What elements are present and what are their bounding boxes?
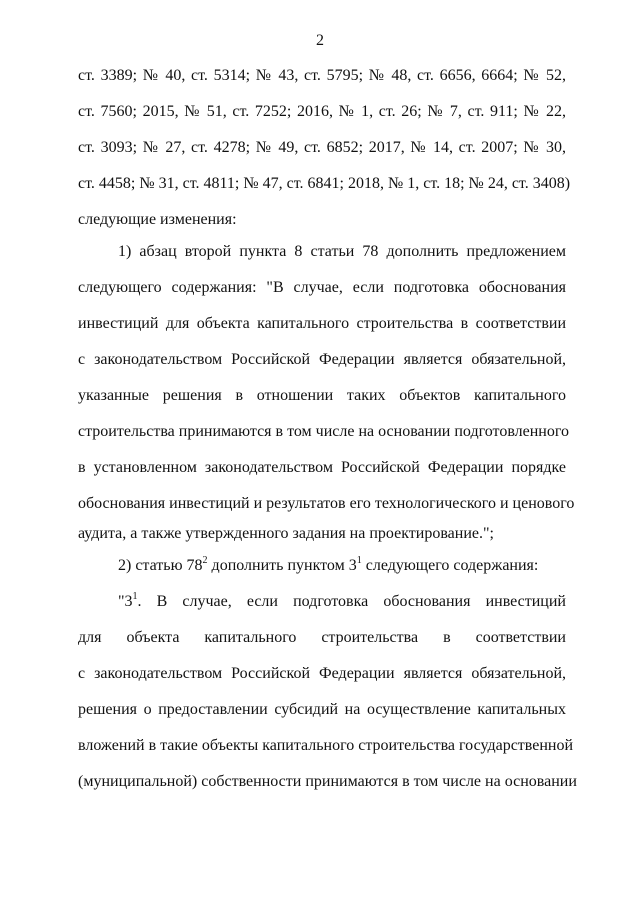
item2-prefix: 2) статью 78: [118, 557, 203, 574]
text-line: ст. 3093; № 27, ст. 4278; № 49, ст. 6852; 2017, № 14, ст. 2007; № 30,: [78, 139, 566, 156]
text-line: ст. 4458; № 31, ст. 4811; № 47, ст. 6841; 2018, № 1, ст. 18; № 24, ст. 3408): [78, 175, 571, 192]
text-line: ст. 3389; № 40, ст. 5314; № 43, ст. 5795; № 48, ст. 6656, 6664; № 52,: [78, 67, 566, 84]
item2-middle: дополнить пунктом 3: [207, 557, 357, 574]
text-line: в установленном законодательством Российской Федерации порядке: [78, 459, 566, 476]
item2-suffix: следующего содержания:: [361, 557, 539, 574]
superscript: 2: [202, 554, 208, 566]
superscript: 1: [132, 590, 138, 602]
paragraph-2: [118, 556, 566, 576]
text-line: аудита, а также утвержденного задания на проектирование.";: [78, 525, 494, 542]
text-line: инвестиций для объекта капитального строительства в соответствии: [78, 315, 566, 332]
superscript: 1: [356, 554, 362, 566]
text-line: ст. 7560; 2015, № 51, ст. 7252; 2016, № 1, ст. 26; № 7, ст. 911; № 22,: [78, 103, 566, 120]
paragraph-3-start: [118, 592, 566, 612]
text-line: (муниципальной) собственности принимаются в том числе на основании: [78, 773, 577, 790]
text-line: решения о предоставлении субсидий на осуществление капитальных: [78, 701, 566, 718]
text-line: следующие изменения:: [78, 211, 237, 228]
text-line: следующего содержания: "В случае, если подготовка обоснования: [78, 279, 566, 296]
item3-rest: . В случае, если подготовка обоснования инвестиций: [137, 593, 566, 610]
text-line: указанные решения в отношении таких объектов капитального: [78, 387, 566, 404]
text-line: с законодательством Российской Федерации является обязательной,: [78, 351, 566, 368]
text-line: строительства принимаются в том числе на основании подготовленного: [78, 423, 570, 440]
paragraph-1-start: 1) абзац второй пункта 8 статьи 78 дополнить предложением: [118, 243, 566, 260]
text-line: вложений в такие объекты капитального строительства государственной: [78, 737, 574, 754]
text-line: с законодательством Российской Федерации является обязательной,: [78, 665, 566, 682]
text-line: обоснования инвестиций и результатов его технологического и ценового: [78, 495, 575, 512]
text-line: для объекта капитального строительства в соответствии: [78, 629, 566, 646]
page-number: 2: [316, 32, 324, 49]
item3-opening: "3: [118, 593, 133, 610]
